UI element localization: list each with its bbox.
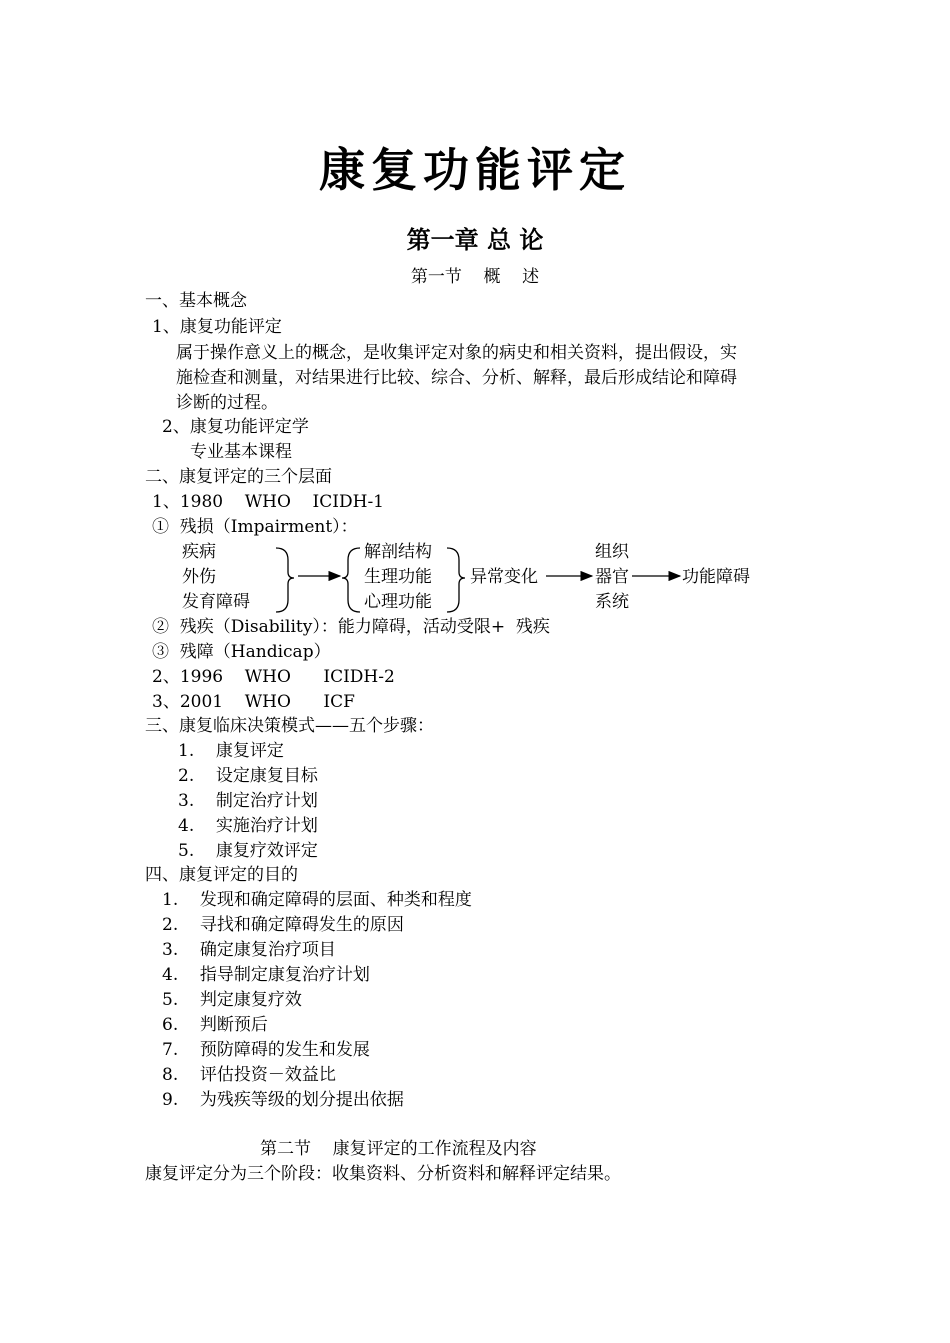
purpose-item: 4. 指导制定康复治疗计划 (162, 965, 370, 985)
organ-system: 系统 (595, 592, 629, 612)
heading-decision-model: 三、康复临床决策模式——五个步骤： (145, 716, 434, 736)
item-1-label: 1、康复功能评定 (152, 317, 282, 337)
cause-developmental: 发育障碍 (182, 592, 250, 612)
purpose-item: 1. 发现和确定障碍的层面、种类和程度 (162, 890, 472, 910)
chapter-heading: 第一章 总 论 (406, 226, 544, 254)
level-2-icidh2: 2、1996 WHO ICIDH-2 (152, 667, 395, 687)
description-line: 诊断的过程。 (176, 393, 278, 413)
structure-psychology: 心理功能 (364, 592, 432, 612)
level-1-icidh1: 1、1980 WHO ICIDH-1 (152, 492, 384, 512)
section-2-heading: 第二节 康复评定的工作流程及内容 (260, 1139, 537, 1159)
purpose-item: 2. 寻找和确定障碍发生的原因 (162, 915, 404, 935)
organ-organ: 器官 (595, 567, 629, 587)
description-line: 属于操作意义上的概念，是收集评定对象的病史和相关资料，提出假设，实 (176, 343, 737, 363)
brace-structures-right (447, 548, 465, 612)
purpose-item: 7. 预防障碍的发生和发展 (162, 1040, 370, 1060)
document-title: 康复功能评定 (319, 143, 631, 197)
purpose-item: 3. 确定康复治疗项目 (162, 940, 336, 960)
model-step: 1. 康复评定 (178, 741, 284, 761)
level-3-icf: 3、2001 WHO ICF (152, 692, 355, 712)
item-2-label: 2、康复功能评定学 (162, 417, 309, 437)
purpose-item: 8. 评估投资－效益比 (162, 1065, 336, 1085)
model-step: 5. 康复疗效评定 (178, 841, 318, 861)
purpose-item: 5. 判定康复疗效 (162, 990, 302, 1010)
cause-injury: 外伤 (182, 567, 216, 587)
heading-purposes: 四、康复评定的目的 (145, 865, 298, 885)
structure-anatomy: 解剖结构 (364, 542, 432, 562)
cause-disease: 疾病 (182, 542, 216, 562)
impairment-label: ① 残损（Impairment）： (152, 517, 358, 537)
purpose-item: 6. 判断预后 (162, 1015, 268, 1035)
functional-disorder: 功能障碍 (682, 567, 750, 587)
purpose-item: 9. 为残疾等级的划分提出依据 (162, 1090, 404, 1110)
brace-structures-left (342, 548, 360, 612)
model-step: 4. 实施治疗计划 (178, 816, 318, 836)
item-2-description: 专业基本课程 (190, 442, 292, 462)
heading-three-levels: 二、康复评定的三个层面 (145, 467, 332, 487)
model-step: 3. 制定治疗计划 (178, 791, 318, 811)
section-1-heading: 第一节 概 述 (410, 267, 540, 287)
section-2-intro: 康复评定分为三个阶段：收集资料、分析资料和解释评定结果。 (145, 1164, 621, 1184)
organ-tissue: 组织 (595, 542, 629, 562)
abnormal-change: 异常变化 (470, 567, 538, 587)
disability-label: ② 残疾（Disability）：能力障碍，活动受限+ 残疾 (152, 617, 550, 637)
handicap-label: ③ 残障（Handicap） (152, 642, 331, 662)
brace-causes (276, 548, 294, 612)
description-line: 施检查和测量，对结果进行比较、综合、分析、解释，最后形成结论和障碍 (176, 368, 737, 388)
structure-physiology: 生理功能 (364, 567, 432, 587)
heading-basic-concepts: 一、基本概念 (145, 291, 247, 311)
model-step: 2. 设定康复目标 (178, 766, 318, 786)
